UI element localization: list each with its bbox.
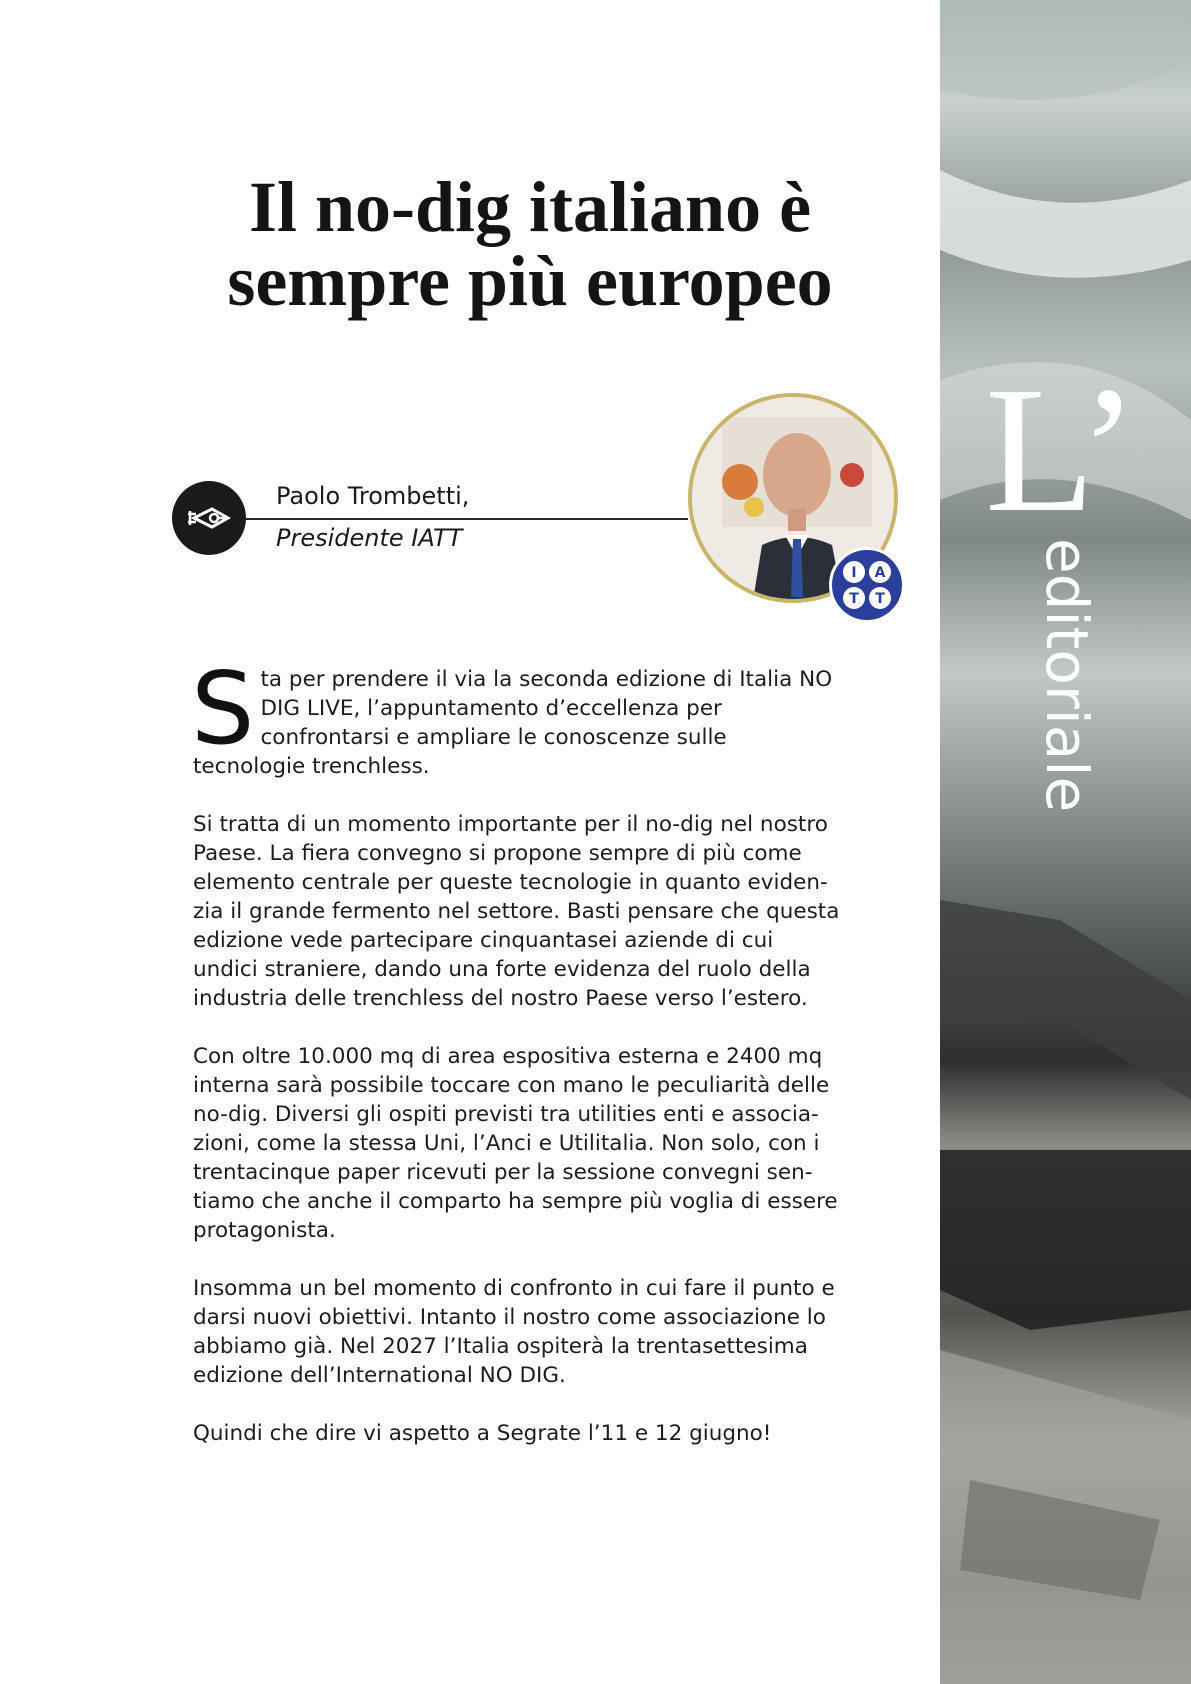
article-body (191, 650, 843, 1477)
paragraph-1 (191, 650, 843, 781)
paragraph-2: Si tratta di un momento importante per il no-dig nel nostro Paese. La fiera convegno si propone sempre di più come elemento centrale per queste tecnologie in quanto eviden-zia il grande fermento nel settore. Basti pensare che questa edizione vede partecipare cinquantasei aziende di cui undici straniere, dando una forte evidenza del ruolo della industria delle trenchless del nostro Paese verso l’estero. (193, 812, 840, 1011)
article-title (130, 167, 930, 321)
paragraph-4: Insomma un bel momento di confronto in cui fare il punto e darsi nuovi obiettivi. Intanto il nostro come associazione lo abbiamo già. Nel 2027 l’Italia ospiterà la trentasettesima edizione dell’International NO DIG. (193, 1276, 835, 1388)
paragraph-5: Quindi che dire vi aspetto a Segrate l’11 e 12 giugno! (193, 1421, 772, 1446)
iatt-logo (829, 547, 905, 623)
logo-letter: I (851, 565, 857, 581)
article-title-line-1: Il no-dig italiano è (248, 167, 812, 247)
sidebar-letter: L’ (985, 350, 1139, 549)
logo-letter: A (874, 565, 886, 581)
logo-letter: T (875, 591, 885, 607)
author-name: Paolo Trombetti, (276, 482, 470, 510)
paragraph-3: Con oltre 10.000 mq di area espositiva esterna e 2400 mq interna sarà possibile toccare con mano le peculiarità delle no-dig. Diversi gli ospiti previsti tra utilities enti e associa-zioni, come la stessa Uni, l’Anci e Utilitalia. Non solo, con i trentacinque paper ricevuti per la sessione convegni sen-tiamo che anche il comparto ha sempre più voglia di essere protagonista. (193, 1044, 838, 1243)
pen-nib-icon (172, 481, 246, 555)
article-title-line-2: sempre più europeo (227, 241, 833, 321)
sidebar-section-word: editoriale (1033, 538, 1101, 813)
author-divider (246, 518, 688, 520)
paragraph-1-text: ta per prendere il via la seconda edizione di Italia NO DIG LIVE, l’appuntamento d’eccellenza per confrontarsi e ampliare le conoscenze sulle tecnologie trenchless. (193, 667, 833, 779)
sidebar-photo (940, 0, 1191, 1684)
author-role: Presidente IATT (276, 524, 463, 552)
drop-cap: S (191, 650, 255, 767)
logo-letter: T (849, 591, 859, 607)
